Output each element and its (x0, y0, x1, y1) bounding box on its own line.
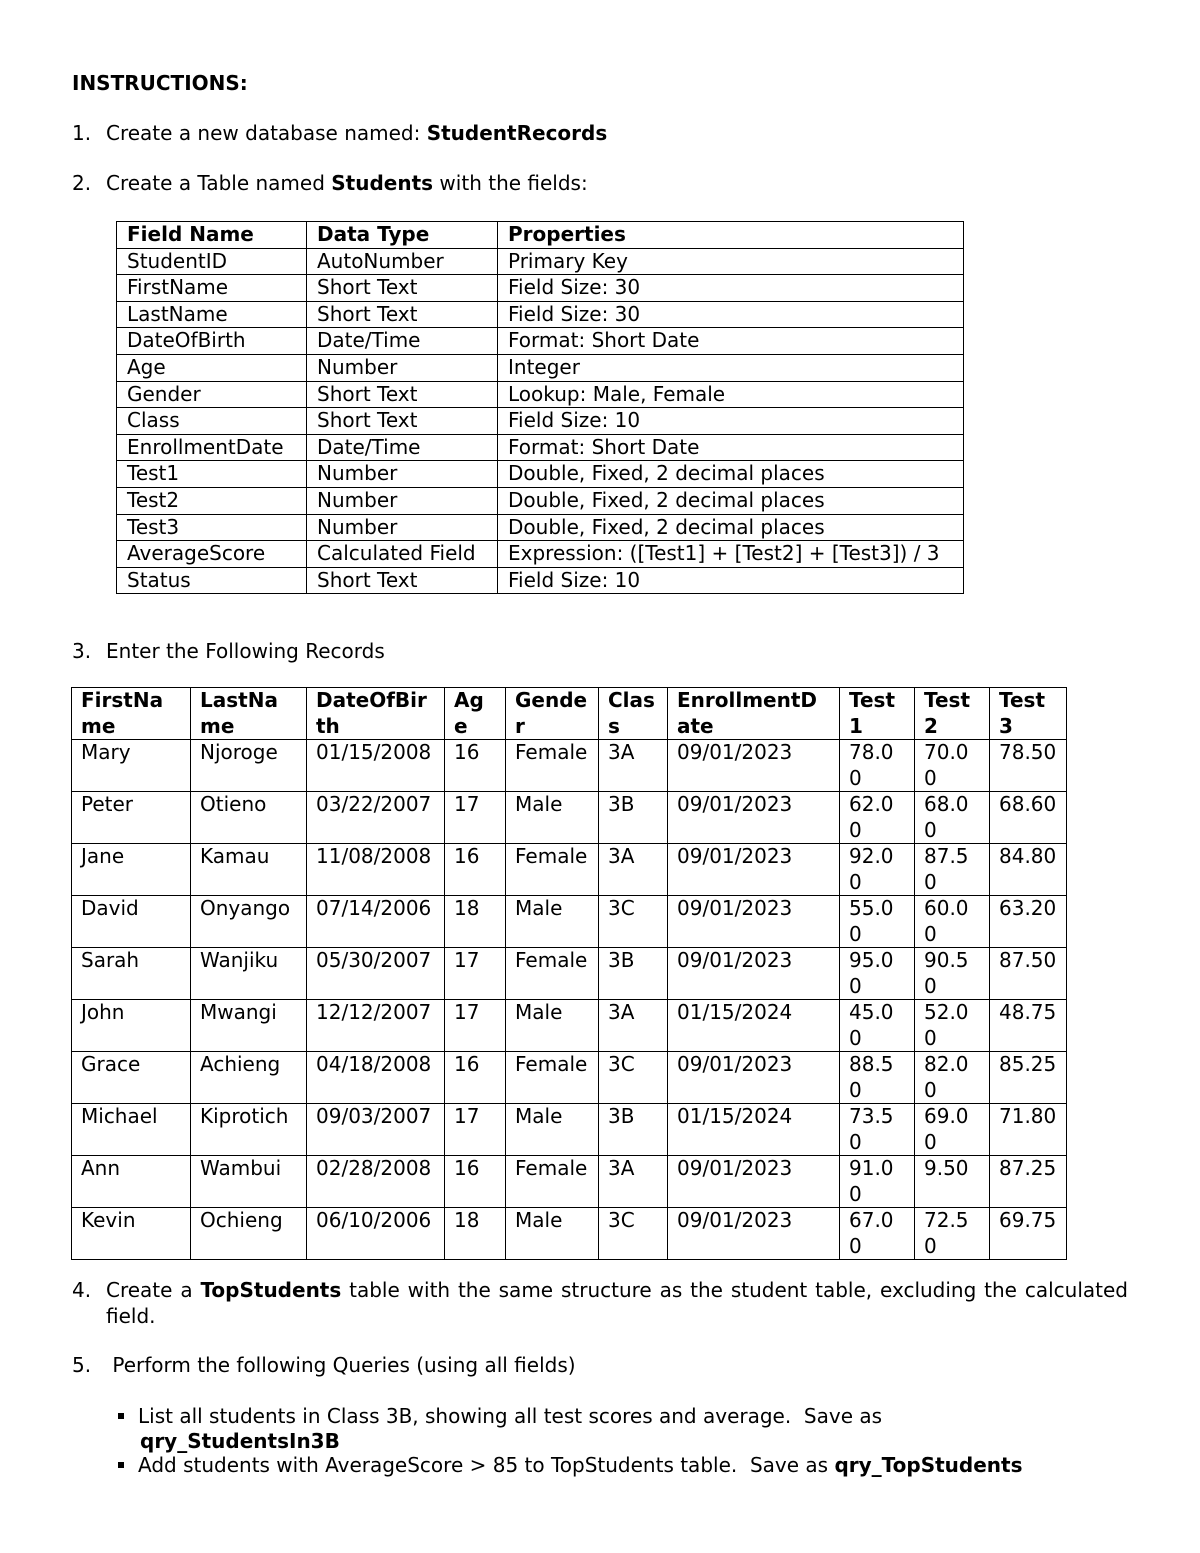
records-table (71, 687, 1067, 1260)
step-bold: StudentRecords (426, 121, 608, 145)
bullet-square-icon (118, 1413, 124, 1419)
table-cell: 88.50 (840, 1052, 915, 1104)
table-cell: 05/30/2007 (307, 948, 445, 1000)
table-cell: Mwangi (191, 1000, 307, 1052)
table-cell: Short Text (307, 567, 498, 594)
table-cell: Integer (498, 354, 964, 381)
column-header: Age (445, 688, 506, 740)
table-cell: Ann (72, 1156, 191, 1208)
table-cell: 03/22/2007 (307, 792, 445, 844)
column-header: FirstName (72, 688, 191, 740)
table-cell: 16 (445, 740, 506, 792)
table-cell: 70.00 (915, 740, 990, 792)
table-cell: 69.75 (990, 1208, 1067, 1260)
table-cell: Male (506, 1104, 599, 1156)
table-cell: 02/28/2008 (307, 1156, 445, 1208)
table-cell: 3A (599, 1156, 668, 1208)
table-cell: Short Text (307, 275, 498, 302)
step-2 (72, 170, 588, 196)
table-cell: 3C (599, 1052, 668, 1104)
table-cell: Male (506, 1000, 599, 1052)
table-row (117, 248, 964, 275)
table-cell: 84.80 (990, 844, 1067, 896)
column-header: Test2 (915, 688, 990, 740)
column-header: Field Name (117, 222, 307, 249)
table-cell: Field Size: 30 (498, 301, 964, 328)
table-cell: 63.20 (990, 896, 1067, 948)
table-cell: Field Size: 10 (498, 408, 964, 435)
table-row (117, 461, 964, 488)
query-text: Add students with AverageScore > 85 to TopStudents table. Save as (138, 1453, 835, 1477)
table-row (117, 434, 964, 461)
table-cell: Kamau (191, 844, 307, 896)
table-cell: Wanjiku (191, 948, 307, 1000)
table-cell: Grace (72, 1052, 191, 1104)
table-cell: 09/01/2023 (668, 844, 840, 896)
step-3 (72, 638, 385, 664)
table-cell: David (72, 896, 191, 948)
table-cell: 16 (445, 844, 506, 896)
table-cell: 17 (445, 1104, 506, 1156)
table-cell: Michael (72, 1104, 191, 1156)
table-cell: FirstName (117, 275, 307, 302)
table-cell: Peter (72, 792, 191, 844)
table-cell: Age (117, 354, 307, 381)
table-cell: 11/08/2008 (307, 844, 445, 896)
table-cell: Number (307, 514, 498, 541)
table-cell: LastName (117, 301, 307, 328)
table-cell: Male (506, 792, 599, 844)
table-cell: 16 (445, 1156, 506, 1208)
table-cell: John (72, 1000, 191, 1052)
table-cell: 09/01/2023 (668, 1208, 840, 1260)
table-cell: Double, Fixed, 2 decimal places (498, 461, 964, 488)
table-row (117, 408, 964, 435)
table-cell: 62.00 (840, 792, 915, 844)
step-text: Enter the Following Records (106, 639, 385, 663)
table-cell: Test3 (117, 514, 307, 541)
table-cell: 55.00 (840, 896, 915, 948)
column-header: Gender (506, 688, 599, 740)
table-cell: 3A (599, 740, 668, 792)
records-table-body (72, 740, 1067, 1260)
table-row (72, 844, 1067, 896)
step-text: Perform the following Queries (using all fields) (106, 1353, 576, 1377)
table-cell: Female (506, 740, 599, 792)
table-cell: Primary Key (498, 248, 964, 275)
table-cell: Female (506, 1156, 599, 1208)
table-cell: 09/03/2007 (307, 1104, 445, 1156)
table-cell: Test2 (117, 487, 307, 514)
table-cell: 09/01/2023 (668, 896, 840, 948)
column-header: LastName (191, 688, 307, 740)
step-number: 3. (72, 639, 92, 663)
table-cell: 68.60 (990, 792, 1067, 844)
table-cell: 01/15/2024 (668, 1000, 840, 1052)
table-cell: 87.50 (990, 948, 1067, 1000)
step-number: 5. (72, 1353, 92, 1377)
table-cell: 69.00 (915, 1104, 990, 1156)
table-cell: 12/12/2007 (307, 1000, 445, 1052)
table-cell: 9.50 (915, 1156, 990, 1208)
table-cell: Field Size: 10 (498, 567, 964, 594)
table-row (72, 1104, 1067, 1156)
table-cell: Format: Short Date (498, 328, 964, 355)
step-bold: Students (331, 171, 434, 195)
step-5 (72, 1352, 576, 1378)
query-bullet-1 (118, 1404, 1018, 1454)
table-row (72, 948, 1067, 1000)
table-cell: Field Size: 30 (498, 275, 964, 302)
query-name: qry_TopStudents (834, 1453, 1023, 1477)
table-cell: 17 (445, 1000, 506, 1052)
step-number: 2. (72, 171, 92, 195)
table-cell: AutoNumber (307, 248, 498, 275)
step-text: Create a Table named (106, 171, 332, 195)
table-cell: Date/Time (307, 434, 498, 461)
table-cell: 18 (445, 896, 506, 948)
table-row (117, 381, 964, 408)
table-cell: 06/10/2006 (307, 1208, 445, 1260)
table-cell: 90.50 (915, 948, 990, 1000)
table-cell: 3C (599, 1208, 668, 1260)
instructions-heading: INSTRUCTIONS: (72, 71, 248, 95)
step-text: Create a (106, 1278, 201, 1302)
table-cell: 67.00 (840, 1208, 915, 1260)
table-cell: Jane (72, 844, 191, 896)
table-row (72, 896, 1067, 948)
table-cell: 85.25 (990, 1052, 1067, 1104)
table-cell: 45.00 (840, 1000, 915, 1052)
table-cell: Kevin (72, 1208, 191, 1260)
table-row (72, 792, 1067, 844)
table-cell: Lookup: Male, Female (498, 381, 964, 408)
table-cell: 68.00 (915, 792, 990, 844)
table-cell: DateOfBirth (117, 328, 307, 355)
table-cell: Female (506, 948, 599, 1000)
table-row (117, 275, 964, 302)
table-cell: Status (117, 567, 307, 594)
table-cell: Short Text (307, 301, 498, 328)
table-cell: Number (307, 354, 498, 381)
table-cell: Njoroge (191, 740, 307, 792)
table-cell: 01/15/2008 (307, 740, 445, 792)
column-header: DateOfBirth (307, 688, 445, 740)
fields-table (116, 221, 964, 594)
table-cell: Gender (117, 381, 307, 408)
table-cell: Wambui (191, 1156, 307, 1208)
table-cell: 09/01/2023 (668, 792, 840, 844)
table-cell: 09/01/2023 (668, 948, 840, 1000)
table-cell: StudentID (117, 248, 307, 275)
table-cell: 95.00 (840, 948, 915, 1000)
table-cell: 78.00 (840, 740, 915, 792)
bullet-square-icon (118, 1462, 124, 1468)
table-cell: 17 (445, 792, 506, 844)
table-row (72, 1208, 1067, 1260)
table-cell: Ochieng (191, 1208, 307, 1260)
table-cell: 3B (599, 1104, 668, 1156)
table-cell: 01/15/2024 (668, 1104, 840, 1156)
table-cell: AverageScore (117, 541, 307, 568)
column-header: Class (599, 688, 668, 740)
table-cell: Achieng (191, 1052, 307, 1104)
table-row (117, 567, 964, 594)
fields-table-body (117, 248, 964, 594)
table-row (72, 1156, 1067, 1208)
table-cell: Double, Fixed, 2 decimal places (498, 514, 964, 541)
table-cell: 71.80 (990, 1104, 1067, 1156)
table-cell: Kiprotich (191, 1104, 307, 1156)
table-row (117, 541, 964, 568)
query-bullet-2 (118, 1453, 1128, 1478)
table-cell: 52.00 (915, 1000, 990, 1052)
table-cell: 3A (599, 844, 668, 896)
table-row (72, 1052, 1067, 1104)
table-row (72, 1000, 1067, 1052)
column-header: Test1 (840, 688, 915, 740)
table-cell: 73.50 (840, 1104, 915, 1156)
step-4-text (106, 1277, 1128, 1329)
step-bold: TopStudents (200, 1278, 342, 1302)
table-cell: Female (506, 1052, 599, 1104)
table-cell: 09/01/2023 (668, 740, 840, 792)
table-cell: Male (506, 896, 599, 948)
table-cell: Class (117, 408, 307, 435)
table-cell: EnrollmentDate (117, 434, 307, 461)
step-1 (72, 120, 607, 146)
table-cell: Double, Fixed, 2 decimal places (498, 487, 964, 514)
table-cell: Male (506, 1208, 599, 1260)
step-number: 4. (72, 1278, 92, 1302)
table-cell: Female (506, 844, 599, 896)
step-number: 1. (72, 121, 92, 145)
table-cell: 72.50 (915, 1208, 990, 1260)
table-cell: 92.00 (840, 844, 915, 896)
column-header: EnrollmentDate (668, 688, 840, 740)
table-row (117, 514, 964, 541)
table-row (117, 487, 964, 514)
table-cell: 18 (445, 1208, 506, 1260)
table-cell: 09/01/2023 (668, 1156, 840, 1208)
table-cell: 78.50 (990, 740, 1067, 792)
table-cell: Short Text (307, 408, 498, 435)
table-cell: Format: Short Date (498, 434, 964, 461)
table-cell: Expression: ([Test1] + [Test2] + [Test3]) / 3 (498, 541, 964, 568)
table-cell: 3A (599, 1000, 668, 1052)
table-cell: Date/Time (307, 328, 498, 355)
table-row (117, 354, 964, 381)
table-cell: 17 (445, 948, 506, 1000)
table-cell: Mary (72, 740, 191, 792)
step-text-after: with the fields: (433, 171, 588, 195)
table-cell: Otieno (191, 792, 307, 844)
table-row (72, 740, 1067, 792)
table-cell: Short Text (307, 381, 498, 408)
table-cell: Test1 (117, 461, 307, 488)
table-cell: 09/01/2023 (668, 1052, 840, 1104)
table-cell: 04/18/2008 (307, 1052, 445, 1104)
step-text: Create a new database named: (106, 121, 427, 145)
table-cell: Number (307, 461, 498, 488)
records-header-row (72, 688, 1067, 740)
table-cell: Sarah (72, 948, 191, 1000)
table-cell: Number (307, 487, 498, 514)
table-row (117, 328, 964, 355)
table-cell: Calculated Field (307, 541, 498, 568)
query-name: qry_StudentsIn3B (140, 1429, 340, 1453)
table-cell: 60.00 (915, 896, 990, 948)
table-cell: 91.00 (840, 1156, 915, 1208)
fields-header-row (117, 222, 964, 249)
query-text: List all students in Class 3B, showing all test scores and average. Save as (138, 1404, 889, 1428)
table-cell: 3B (599, 792, 668, 844)
table-cell: 87.50 (915, 844, 990, 896)
table-cell: 07/14/2006 (307, 896, 445, 948)
column-header: Data Type (307, 222, 498, 249)
step-text-after: table with the same structure as the student table, excluding the calculated field. (106, 1278, 1128, 1328)
table-cell: 48.75 (990, 1000, 1067, 1052)
table-row (117, 301, 964, 328)
table-cell: 87.25 (990, 1156, 1067, 1208)
column-header: Test3 (990, 688, 1067, 740)
table-cell: Onyango (191, 896, 307, 948)
table-cell: 3C (599, 896, 668, 948)
table-cell: 16 (445, 1052, 506, 1104)
table-cell: 3B (599, 948, 668, 1000)
column-header: Properties (498, 222, 964, 249)
table-cell: 82.00 (915, 1052, 990, 1104)
